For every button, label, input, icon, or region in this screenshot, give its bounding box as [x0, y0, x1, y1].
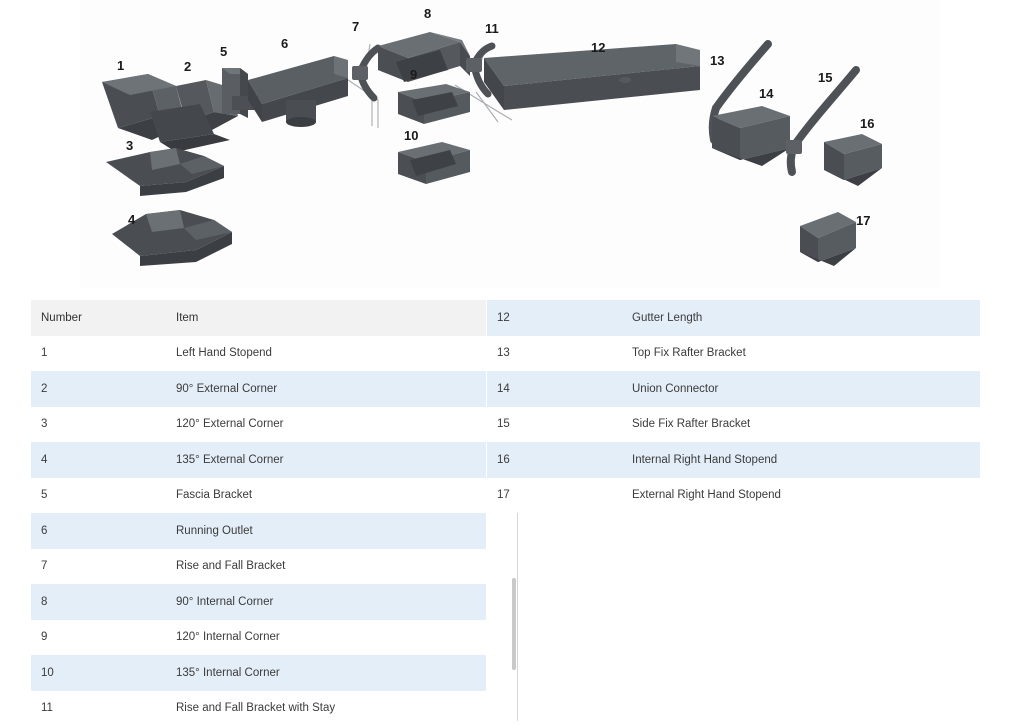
callout-1: 1 [117, 58, 124, 73]
callout-4: 4 [128, 212, 136, 227]
table-row [487, 407, 980, 443]
cell-item: Left Hand Stopend [166, 336, 486, 372]
table-row [487, 300, 980, 336]
cell-item: Top Fix Rafter Bracket [622, 336, 980, 372]
cell-number: 8 [31, 584, 166, 620]
cell-number: 11 [31, 691, 166, 726]
cell-number: 17 [487, 478, 622, 514]
table-header-row [31, 300, 486, 336]
callout-11: 11 [485, 21, 499, 36]
cell-number: 5 [31, 478, 166, 514]
parts-table-left-table [31, 300, 486, 726]
cell-item: Side Fix Rafter Bracket [622, 407, 980, 443]
cell-number: 9 [31, 620, 166, 656]
cell-item: 120° Internal Corner [166, 620, 486, 656]
cell-number: 16 [487, 442, 622, 478]
cell-item: External Right Hand Stopend [622, 478, 980, 514]
scrollbar-thumb[interactable] [512, 578, 516, 670]
callout-3: 3 [126, 138, 133, 153]
callout-2: 2 [184, 59, 191, 74]
table-row [487, 442, 980, 478]
cell-item: 120° External Corner [166, 407, 486, 443]
cell-item: Internal Right Hand Stopend [622, 442, 980, 478]
table-row [31, 478, 486, 514]
table-row [487, 336, 980, 372]
callout-12: 12 [591, 40, 605, 55]
cell-number: 6 [31, 513, 166, 549]
cell-number: 10 [31, 655, 166, 691]
callout-15: 15 [818, 70, 832, 85]
callout-7: 7 [352, 19, 359, 34]
table-row [487, 371, 980, 407]
cell-number: 13 [487, 336, 622, 372]
header-number: Number [31, 300, 166, 336]
cell-item: Running Outlet [166, 513, 486, 549]
table-row [31, 442, 486, 478]
cell-number: 12 [487, 300, 622, 336]
table-row [31, 549, 486, 585]
cell-item: 90° Internal Corner [166, 584, 486, 620]
table-row [31, 655, 486, 691]
table-row [31, 336, 486, 372]
table-row [31, 584, 486, 620]
parts-table-left [31, 300, 486, 726]
cell-item: Fascia Bracket [166, 478, 486, 514]
callout-5: 5 [220, 44, 227, 59]
table-row [31, 620, 486, 656]
cell-number: 2 [31, 371, 166, 407]
cell-item: Rise and Fall Bracket with Stay [166, 691, 486, 726]
cell-item: Union Connector [622, 371, 980, 407]
table-row [31, 371, 486, 407]
callout-17: 17 [856, 213, 870, 228]
cell-item: 135° Internal Corner [166, 655, 486, 691]
callout-10: 10 [404, 128, 418, 143]
cell-item: Gutter Length [622, 300, 980, 336]
callout-13: 13 [710, 53, 724, 68]
header-item: Item [166, 300, 486, 336]
cell-number: 1 [31, 336, 166, 372]
cell-number: 3 [31, 407, 166, 443]
cell-item: 135° External Corner [166, 442, 486, 478]
cell-item: 90° External Corner [166, 371, 486, 407]
cell-number: 4 [31, 442, 166, 478]
parts-table-right [487, 300, 980, 513]
cell-item: Rise and Fall Bracket [166, 549, 486, 585]
table-row [31, 407, 486, 443]
parts-table-right-table [487, 300, 980, 513]
cell-number: 7 [31, 549, 166, 585]
callout-6: 6 [281, 36, 288, 51]
table-row [487, 478, 980, 514]
cell-number: 14 [487, 371, 622, 407]
callout-16: 16 [860, 116, 874, 131]
parts-diagram [0, 0, 1019, 288]
diagram-illustration [0, 0, 1019, 290]
parts-legend [0, 300, 1019, 721]
table-row [31, 513, 486, 549]
callout-9: 9 [410, 67, 417, 82]
callout-14: 14 [759, 86, 774, 101]
callout-8: 8 [424, 6, 431, 21]
cell-number: 15 [487, 407, 622, 443]
